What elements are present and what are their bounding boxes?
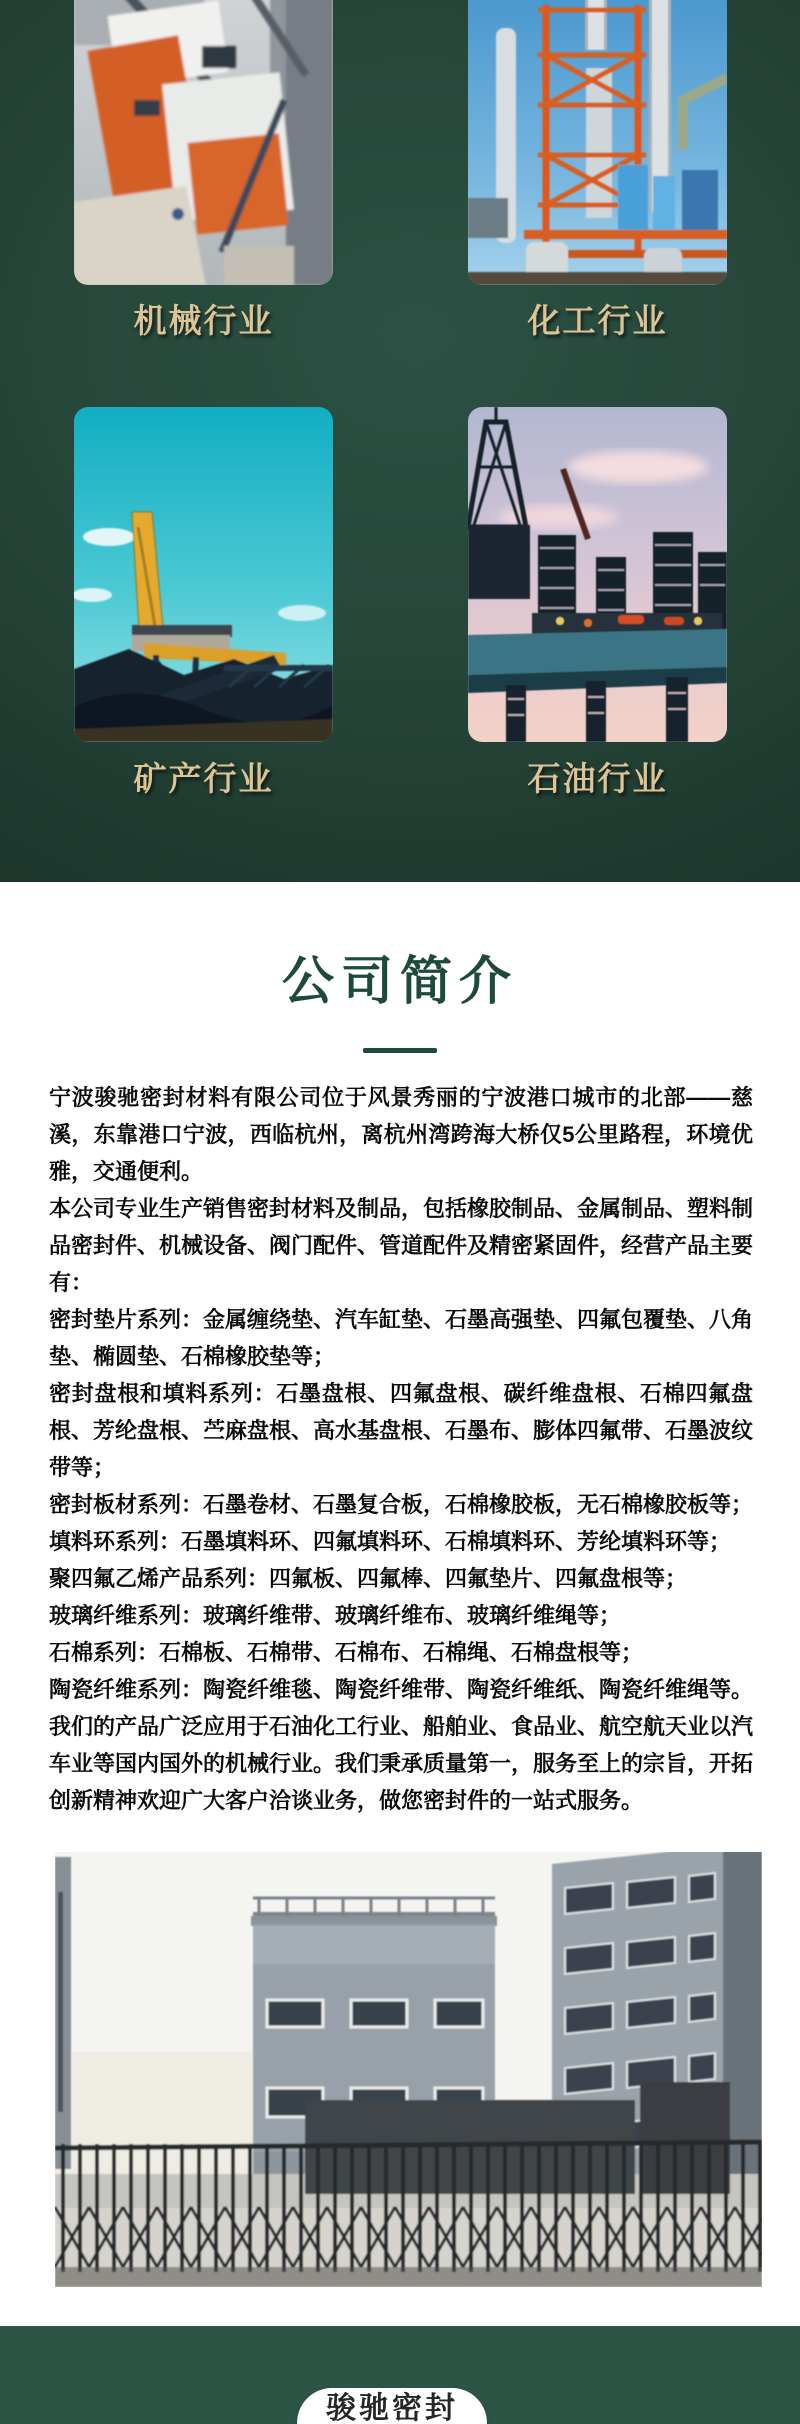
mining-conveyor-photo xyxy=(74,407,333,742)
industry-label-chemical: 化工行业 xyxy=(527,304,668,340)
footer xyxy=(0,2326,800,2424)
company-building-photo xyxy=(55,1852,762,2287)
brand-pill-label: 骏驰密封 xyxy=(326,2392,458,2424)
intro-paragraph: 玻璃纤维系列：玻璃纤维带、玻璃纤维布、玻璃纤维绳等； xyxy=(49,1603,622,1628)
intro-paragraph: 密封垫片系列：金属缠绕垫、汽车缸垫、石墨高强垫、四氟包覆垫、八角垫、椭圆垫、石棉橡胶垫等； xyxy=(49,1307,753,1369)
intro-paragraph: 密封板材系列：石墨卷材、石墨复合板，石棉橡胶板，无石棉橡胶板等； xyxy=(49,1492,753,1517)
chemical-plant-photo xyxy=(468,0,727,285)
intro-paragraph: 我们的产品广泛应用于石油化工行业、船舶业、食品业、航空航天业以汽车业等国内国外的机械行业。我们秉承质量第一，服务至上的宗旨，开拓创新精神欢迎广大客户洽谈业务，做您密封件的一站式服务。 xyxy=(49,1714,753,1813)
industry-label-machinery: 机械行业 xyxy=(133,304,274,340)
industries-section xyxy=(0,0,800,882)
industry-label-petroleum: 石油行业 xyxy=(527,762,668,798)
section-title: 公司简介 xyxy=(281,953,518,1011)
intro-paragraph: 密封盘根和填料系列：石墨盘根、四氟盘根、碳纤维盘根、石棉四氟盘根、芳纶盘根、苎麻盘根、高水基盘根、石墨布、膨体四氟带、石墨波纹带等； xyxy=(49,1381,753,1480)
intro-paragraph: 陶瓷纤维系列：陶瓷纤维毯、陶瓷纤维带、陶瓷纤维纸、陶瓷纤维绳等。 xyxy=(49,1677,753,1702)
industry-label-mining: 矿产行业 xyxy=(133,762,274,798)
brand-pill-button[interactable] xyxy=(297,2388,487,2424)
intro-paragraph: 聚四氟乙烯产品系列：四氟板、四氟棒、四氟垫片、四氟盘根等； xyxy=(49,1566,688,1591)
machinery-factory-photo xyxy=(74,0,333,285)
intro-paragraph: 宁波骏驰密封材料有限公司位于风景秀丽的宁波港口城市的北部——慈溪，东靠港口宁波，西临杭州，离杭州湾跨海大桥仅5公里路程，环境优雅，交通便利。 xyxy=(49,1085,753,1184)
intro-paragraph: 填料环系列：石墨填料环、四氟填料环、石棉填料环、芳纶填料环等； xyxy=(49,1529,732,1554)
intro-paragraph: 本公司专业生产销售密封材料及制品，包括橡胶制品、金属制品、塑料制品密封件、机械设备、阀门配件、管道配件及精密紧固件，经营产品主要有： xyxy=(49,1196,753,1295)
title-divider xyxy=(363,1048,437,1053)
company-intro-text xyxy=(49,1079,753,1841)
oil-rig-photo xyxy=(468,407,727,742)
intro-paragraph: 石棉系列：石棉板、石棉带、石棉布、石棉绳、石棉盘根等； xyxy=(49,1640,644,1665)
